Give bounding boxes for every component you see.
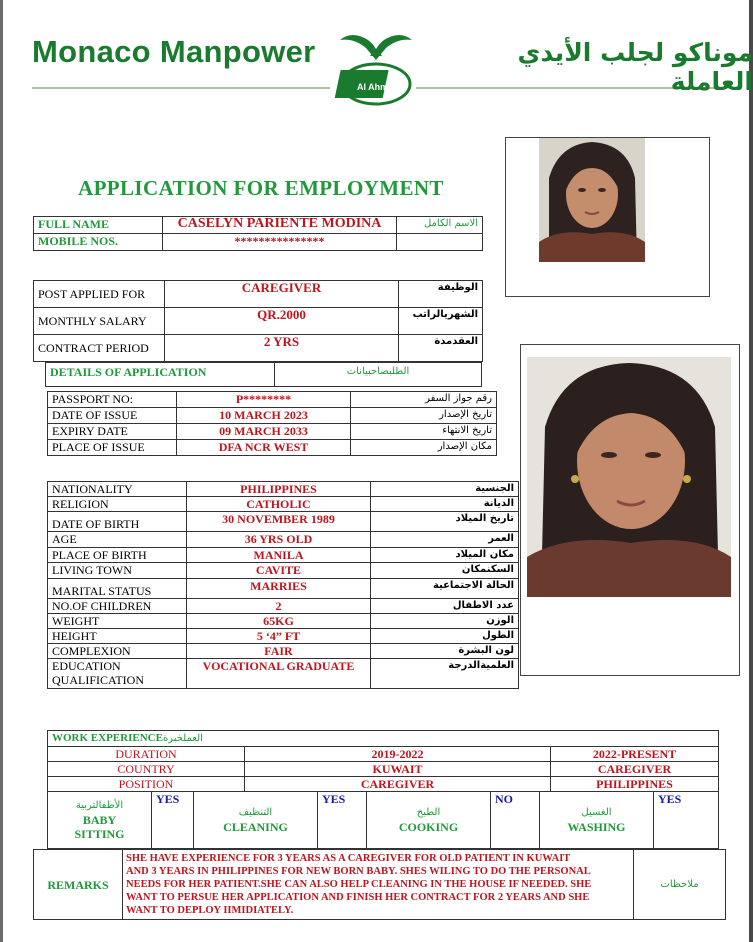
weight-arabic: الوزن [371,614,519,629]
post-arabic: الوظيفة [399,281,483,308]
duration-label: DURATION [48,747,245,762]
remarks-label: REMARKS [34,850,123,920]
issue-date-value: 10 MARCH 2023 [177,408,351,424]
skill-cooking-arabic: الطبخ [416,807,441,818]
age-arabic: العمر [371,532,519,548]
full-name-value: CASELYN PARIENTE MODINA [163,217,397,234]
personal-table [47,481,519,689]
company-name: Monaco Manpower [32,34,316,69]
contract-value: 2 YRS [165,335,399,362]
nationality-label: NATIONALITY [48,482,187,497]
height-value: 5 ‘4” FT [187,629,371,644]
dob-arabic: تاريخ الميلاد [371,512,519,532]
country-value-1: KUWAIT [245,762,551,777]
company-logo [330,26,422,110]
children-arabic: عدد الاطفال [371,599,519,614]
education-label-line1: EDUCATION [52,659,121,673]
birthplace-value: MANILA [187,548,371,563]
position-value-1: CAREGIVER [245,777,551,792]
expiry-value: 09 MARCH 2033 [177,424,351,440]
applicant-photo-small [539,138,645,262]
complexion-value: FAIR [187,644,371,659]
work-experience-table [47,730,719,792]
salary-value: QR.2000 [165,308,399,335]
complexion-arabic: لون البشرة [371,644,519,659]
remarks-line-3: NEEDS FOR HER PATIENT.SHE CAN ALSO HELP CLEANING IN THE HOUSE IF NEEDED. SHE [126,879,592,890]
education-label-line2: QUALIFICATION [52,673,144,687]
education-arabic: العلميةالدرجة [371,659,519,689]
company-name-arabic: موناكو لجلب الأيدي العاملة [517,38,753,96]
remarks-arabic: ملاحظات [634,850,726,920]
header-rule-left [32,87,330,89]
skill-baby-sitting-arabic: الأطفالتربية [75,800,124,811]
skill-cleaning-arabic: التنظيف [238,807,273,818]
birthplace-label: PLACE OF BIRTH [48,548,187,563]
dob-value: 30 NOVEMBER 1989 [187,512,371,532]
position-value-2: PHILIPPINES [551,777,719,792]
issue-date-arabic: تاريخ الإصدار [351,408,497,424]
country-label: COUNTRY [48,762,245,777]
living-town-arabic: السكنمكان [371,563,519,579]
children-value: 2 [187,599,371,614]
age-label: AGE [48,532,187,548]
marital-label: MARITAL STATUS [48,579,187,599]
passport-value: P******** [177,392,351,408]
skills-table [47,791,719,849]
issue-date-label: DATE OF ISSUE [48,408,177,424]
duration-value-1: 2019-2022 [245,747,551,762]
salary-arabic: الشهريالراتب [399,308,483,335]
expiry-arabic: تاريخ الانتهاء [351,424,497,440]
passport-label: PASSPORT NO: [48,392,177,408]
skill-cooking-label: COOKING [398,820,459,834]
height-label: HEIGHT [48,629,187,644]
remarks-line-1: SHE HAVE EXPERIENCE FOR 3 YEARS AS A CAREGIVER FOR OLD PATIENT IN KUWAIT [126,853,571,864]
religion-value: CATHOLIC [187,497,371,512]
photo-frame-small [505,137,710,297]
weight-value: 65KG [187,614,371,629]
children-label: NO.OF CHILDREN [48,599,187,614]
skill-cooking [367,792,491,849]
skill-baby-sitting-label-2: SITTING [74,827,125,841]
nationality-arabic: الجنسية [371,482,519,497]
complexion-label: COMPLEXION [48,644,187,659]
identity-table [33,216,483,251]
contract-arabic: العقدمدة [399,335,483,362]
expiry-label: EXPIRY DATE [48,424,177,440]
work-header-arabic: العملخبرة [162,733,203,744]
living-town-label: LIVING TOWN [48,563,187,579]
skill-washing [540,792,654,849]
skill-cleaning-label: CLEANING [223,820,288,834]
birthplace-arabic: مكان الميلاد [371,548,519,563]
marital-value: MARRIES [187,579,371,599]
work-header [48,731,719,747]
page-title: APPLICATION FOR EMPLOYMENT [78,176,444,200]
logo-lettering: Al Ahmadi [357,82,402,92]
skill-washing-answer: YES [654,792,719,849]
skill-cooking-answer: NO [491,792,540,849]
skill-cleaning [194,792,318,849]
country-value-2: CAREGIVER [551,762,719,777]
position-label: POSITION [48,777,245,792]
place-of-issue-arabic: مكان الإصدار [351,440,497,456]
salary-label: MONTHLY SALARY [34,308,165,335]
details-label: DETAILS OF APPLICATION [46,363,275,387]
contract-label: CONTRACT PERIOD [34,335,165,362]
remarks-line-5: WANT TO DEPLOY IIMIDIATELY. [126,905,294,916]
skill-washing-label: WASHING [567,820,626,834]
work-header-label: WORK EXPERIENCE [52,732,163,744]
post-label: POST APPLIED FOR [34,281,165,308]
education-label [48,659,187,689]
height-arabic: الطول [371,629,519,644]
photo-frame-large [520,344,740,676]
age-value: 36 YRS OLD [187,532,371,548]
full-name-label: FULL NAME [34,217,163,234]
details-arabic: الطلبصاحبيانات [275,363,482,387]
religion-label: RELIGION [48,497,187,512]
nationality-value: PHILIPPINES [187,482,371,497]
education-value: VOCATIONAL GRADUATE [187,659,371,689]
skill-baby-sitting-answer: YES [152,792,194,849]
living-town-value: CAVITE [187,563,371,579]
place-of-issue-value: DFA NCR WEST [177,440,351,456]
dob-label: DATE OF BIRTH [48,512,187,532]
skill-baby-sitting [48,792,152,849]
passport-table [47,391,497,456]
mobile-value: *************** [163,234,397,251]
remarks-line-4: WANT TO PERSUE HER APPLICATION AND FINISH HER CONTRACT FOR 2 YEARS AND SHE [126,892,590,903]
mobile-arabic-cell [397,234,483,251]
skill-baby-sitting-label: BABY [82,813,117,827]
applicant-photo-large [527,357,731,597]
remarks-text [123,850,634,920]
page-border-left [0,0,3,942]
skill-cleaning-answer: YES [318,792,367,849]
place-of-issue-label: PLACE OF ISSUE [48,440,177,456]
post-table [33,280,483,362]
full-name-arabic: الاسم الكامل [397,217,483,234]
remarks-table [33,849,726,920]
post-value: CAREGIVER [165,281,399,308]
mobile-label: MOBILE NOS. [34,234,163,251]
details-header [45,362,482,387]
passport-arabic: رقم جواز السفر [351,392,497,408]
duration-value-2: 2022-PRESENT [551,747,719,762]
page-border-right [749,0,753,942]
remarks-line-2: AND 3 YEARS IN PHILIPPINES FOR NEW BORN BABY. SHES WILING TO DO THE PERSONAL [126,866,591,877]
weight-label: WEIGHT [48,614,187,629]
religion-arabic: الديانة [371,497,519,512]
skill-washing-arabic: الغسيل [581,807,612,818]
marital-arabic: الحالة الاجتماعية [371,579,519,599]
